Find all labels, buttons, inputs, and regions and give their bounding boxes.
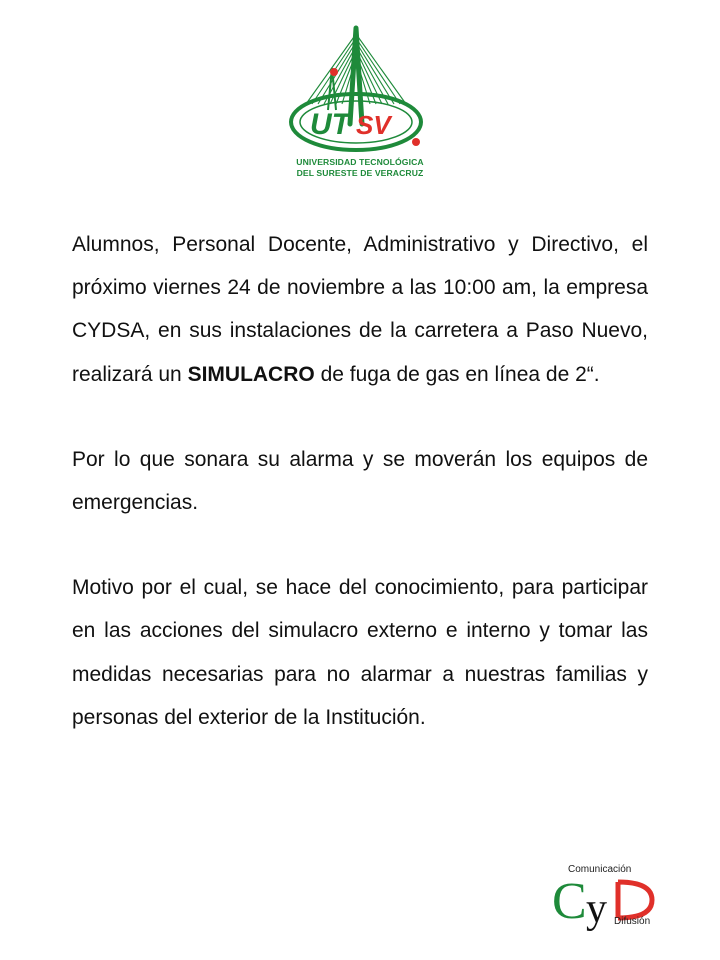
- announcement-paragraph-3: Motivo por el cual, se hace del conocimiento, para participar en las acciones del simulacro externo e interno y tomar las medidas necesarias para no alarmar a nuestras familias y personas del exterior de la Institución.: [72, 576, 648, 729]
- paragraph1-text-end: de fuga de gas en línea de 2“.: [314, 362, 600, 386]
- svg-text:y: y: [586, 886, 607, 932]
- simulacro-emphasis: SIMULACRO: [187, 362, 315, 386]
- comunicacion-label: Comunicación: [568, 864, 632, 875]
- difusion-label: Difusión: [614, 916, 651, 927]
- announcement-paragraph-2: Por lo que sonara su alarma y se moverán los equipos de emergencias.: [72, 447, 648, 515]
- svg-text:UT: UT: [310, 108, 350, 141]
- cyd-mark-graphic: [548, 860, 668, 940]
- bridge-logo-graphic: [288, 24, 432, 156]
- svg-text:C: C: [552, 873, 587, 930]
- announcement-body: [72, 223, 648, 739]
- cyd-logo: [548, 860, 668, 940]
- svg-text:SV: SV: [356, 110, 391, 140]
- paragraph1-text: Alumnos, Personal Docente, Administrativo y Directivo, el próximo viernes 24 de noviembre a las 10:00 am, la empresa CYDSA, en sus instalaciones de la carretera a Paso Nuevo, realizará un: [72, 233, 648, 386]
- utsv-logo: [288, 24, 432, 184]
- institution-name-line2: DEL SURESTE DE VERACRUZ: [296, 168, 424, 178]
- institution-name-line1: UNIVERSIDAD TECNOLÓGICA: [296, 157, 424, 167]
- announcement-paragraph-1: [72, 223, 648, 396]
